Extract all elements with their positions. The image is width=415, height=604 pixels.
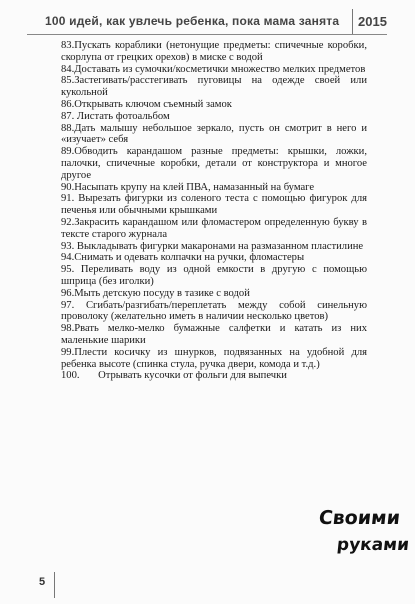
- list-item: 91. Вырезать фигурки из соленого теста с помощью фигурок для печенья или обычными крышками: [61, 193, 367, 217]
- ideas-list: [61, 40, 367, 382]
- logo-line1: Своими: [317, 507, 402, 529]
- list-item: 86.Открывать ключом съемный замок: [61, 98, 232, 110]
- header-year: 2015: [358, 14, 387, 29]
- footer-divider: [54, 572, 55, 598]
- header-title: 100 идей, как увлечь ребенка, пока мама занята: [45, 14, 340, 28]
- list-item: 95. Переливать воду из одной емкости в другую с помощью шприца (без иголки): [61, 264, 367, 287]
- list-item: 93. Выкладывать фигурки макаронами на размазанном пластилине: [61, 240, 364, 252]
- page-number: 5: [39, 576, 46, 588]
- list-item: 90.Насыпать крупу на клей ПВА, намазанный на бумаге: [61, 181, 315, 193]
- list-item: 92.Закрасить карандашом или фломастером определенную букву в тексте старого журнала: [61, 216, 367, 240]
- list-item: 85.Застегивать/расстегивать пуговицы на одежде своей или кукольной: [61, 75, 367, 99]
- list-item: 99.Плести косичку из шнурков, подвязанных на удобной для ребенка высоте (спинка стула, ручка двери, комода и т.д.): [61, 346, 367, 370]
- list-item: 83.Пускать кораблики (нетонущие предметы: спичечные коробки, скорлупа от грецких орехов) в миске с водой: [61, 40, 367, 63]
- list-item: 94.Снимать и одевать колпачки на ручки, фломастеры: [61, 252, 305, 264]
- list-item: 89.Обводить карандашом разные предметы: крышки, ложки, палочки, спичечные коробки, детали от конструктора и многое другое: [61, 146, 367, 181]
- logo-line2: руками: [335, 535, 411, 555]
- list-item: 96.Мыть детскую посуду в тазике с водой: [61, 287, 250, 299]
- list-item: 97. Сгибать/разгибать/переплетать между собой синельную проволоку (желательно иметь в наличии несколько цветов): [61, 299, 367, 323]
- header-rule: [27, 34, 387, 35]
- list-item: 84.Доставать из сумочки/косметички множество мелких предметов: [61, 63, 366, 75]
- page-header: [0, 0, 415, 34]
- svoimi-rukami-logo: [317, 503, 411, 573]
- list-item: 88.Дать малышу небольшое зеркало, пусть он смотрит в него и «изучает» себя: [61, 122, 367, 146]
- header-divider: [352, 9, 353, 35]
- list-item: 87. Листать фотоальбом: [61, 110, 170, 122]
- list-item: 98.Рвать мелко-мелко бумажные салфетки и катать из них маленькие шарики: [61, 323, 367, 346]
- list-item: 100. Отрывать кусочки от фольги для выпечки: [61, 370, 287, 382]
